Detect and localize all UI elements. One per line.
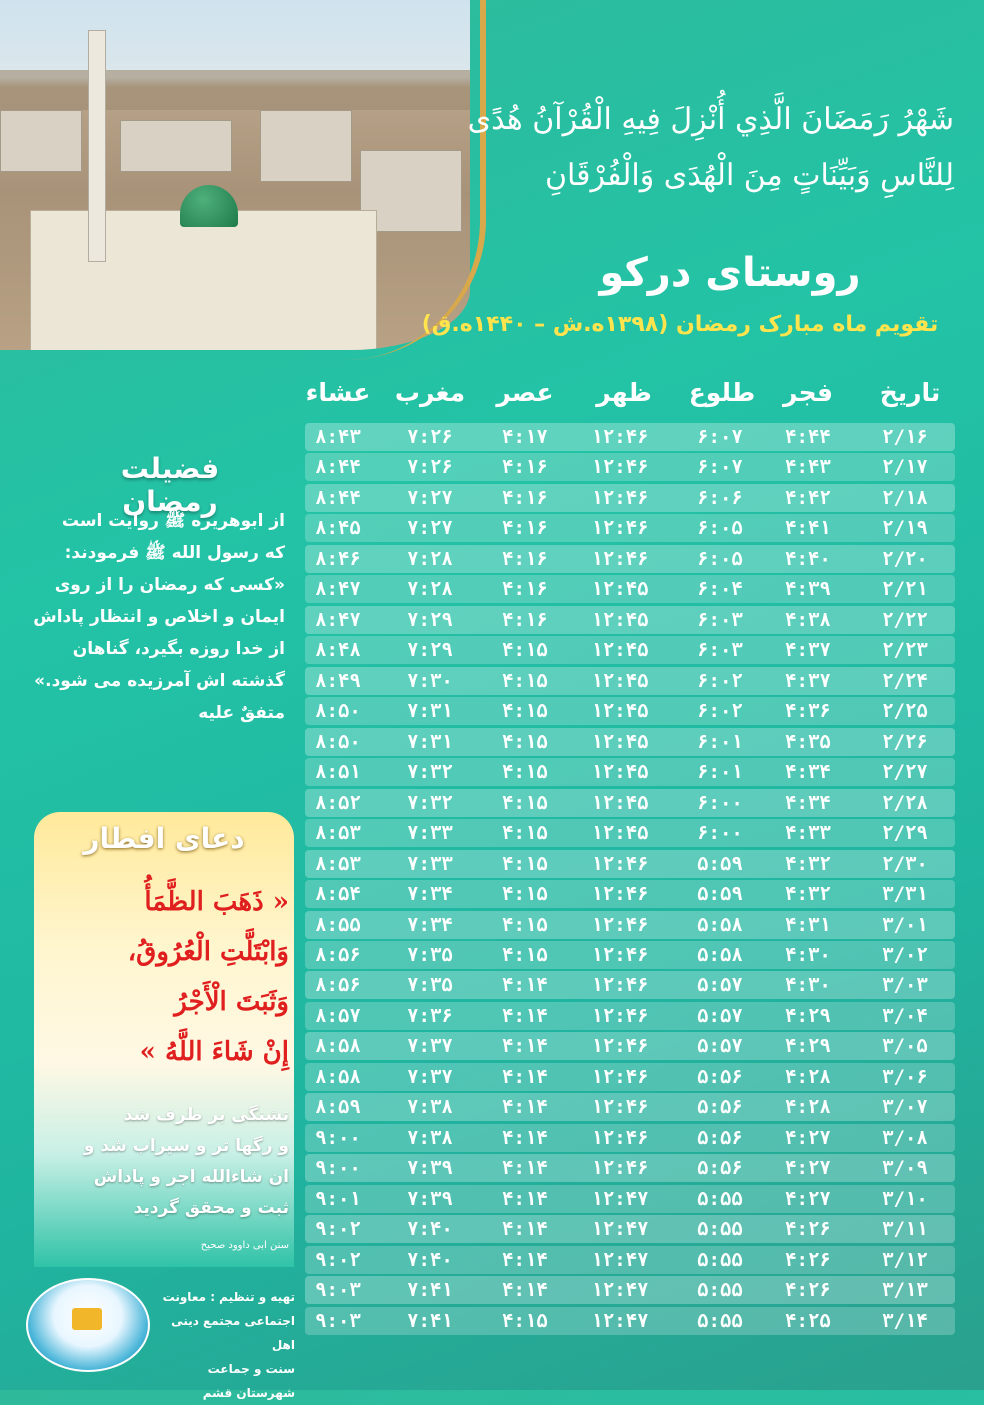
cell-maghrib: ۷:۴۰ (407, 1248, 453, 1271)
cell-sunrise: ۶:۰۲ (697, 700, 743, 723)
photo-building (0, 110, 82, 172)
cell-maghrib: ۷:۳۹ (407, 1187, 453, 1210)
virtue-hadith (30, 505, 285, 729)
cell-maghrib: ۷:۴۰ (407, 1218, 453, 1241)
cell-isha: ۸:۴۷ (315, 578, 361, 601)
cell-asr: ۴:۱۵ (502, 883, 548, 906)
cell-isha: ۸:۵۶ (315, 943, 361, 966)
cell-asr: ۴:۱۴ (502, 1096, 548, 1119)
cell-dhuhr: ۱۲:۴۵ (591, 669, 649, 692)
dua-title: دعای افطار (83, 822, 245, 855)
cell-sunrise: ۵:۵۵ (697, 1248, 743, 1271)
cell-fajr: ۴:۲۸ (785, 1065, 831, 1088)
table-row (305, 697, 955, 725)
cell-fajr: ۴:۳۴ (785, 791, 831, 814)
cell-asr: ۴:۱۴ (502, 1004, 548, 1027)
cell-dhuhr: ۱۲:۴۶ (591, 1096, 649, 1119)
cell-isha: ۸:۵۶ (315, 974, 361, 997)
cell-isha: ۹:۰۲ (315, 1248, 361, 1271)
cell-sunrise: ۵:۵۷ (697, 1004, 743, 1027)
cell-dhuhr: ۱۲:۴۶ (591, 1157, 649, 1180)
table-row (305, 1002, 955, 1030)
cell-fajr: ۴:۲۶ (785, 1279, 831, 1302)
cell-sunrise: ۵:۵۶ (697, 1096, 743, 1119)
cell-date: ۲/۱۷ (882, 456, 928, 479)
cell-asr: ۴:۱۶ (502, 547, 548, 570)
cell-fajr: ۴:۳۰ (785, 943, 831, 966)
dua-translation-line: و رگها تر و سیراب شد و (83, 1136, 289, 1156)
cell-fajr: ۴:۴۰ (785, 547, 831, 570)
virtue-line: که رسول الله ﷺ فرمودند: (64, 543, 285, 563)
cell-fajr: ۴:۳۲ (785, 852, 831, 875)
photo-minaret (88, 30, 106, 262)
table-row (305, 1093, 955, 1121)
cell-date: ۳/۰۵ (882, 1035, 928, 1058)
cell-maghrib: ۷:۳۰ (407, 669, 453, 692)
virtue-line: «کسی که رمضان را از روی (54, 575, 285, 595)
cell-date: ۲/۲۳ (882, 639, 928, 662)
cell-maghrib: ۷:۳۳ (407, 852, 453, 875)
cell-maghrib: ۷:۲۹ (407, 639, 453, 662)
cell-maghrib: ۷:۳۵ (407, 943, 453, 966)
cell-sunrise: ۶:۰۰ (697, 791, 743, 814)
cell-isha: ۸:۴۴ (315, 456, 361, 479)
cell-asr: ۴:۱۶ (502, 608, 548, 631)
cell-maghrib: ۷:۳۱ (407, 730, 453, 753)
cell-sunrise: ۵:۵۵ (697, 1309, 743, 1332)
cell-date: ۲/۲۹ (882, 822, 928, 845)
cell-asr: ۴:۱۴ (502, 1126, 548, 1149)
cell-fajr: ۴:۲۷ (785, 1126, 831, 1149)
book-icon (72, 1308, 102, 1330)
cell-isha: ۸:۵۵ (315, 913, 361, 936)
cell-asr: ۴:۱۵ (502, 943, 548, 966)
cell-maghrib: ۷:۳۵ (407, 974, 453, 997)
table-row (305, 1124, 955, 1152)
cell-isha: ۸:۴۸ (315, 639, 361, 662)
cell-asr: ۴:۱۵ (502, 913, 548, 936)
cell-fajr: ۴:۴۴ (785, 426, 831, 448)
cell-maghrib: ۷:۴۱ (407, 1309, 453, 1332)
cell-date: ۲/۲۴ (882, 669, 928, 692)
cell-sunrise: ۶:۰۱ (697, 730, 743, 753)
prayer-times-table (305, 423, 955, 1337)
cell-maghrib: ۷:۳۷ (407, 1065, 453, 1088)
cell-maghrib: ۷:۳۲ (407, 791, 453, 814)
credits-line: اجتماعی مجتمع دینی اهل (171, 1314, 295, 1352)
table-row (305, 575, 955, 603)
dua-source: سنن ابی داوود صحیح (200, 1240, 289, 1251)
organization-logo (26, 1278, 150, 1372)
cell-dhuhr: ۱۲:۴۶ (591, 852, 649, 875)
dua-translation-line: ثبت و محقق گردید (133, 1198, 289, 1218)
header-sunrise: طلوع (688, 378, 756, 407)
cell-isha: ۸:۵۱ (315, 761, 361, 784)
cell-isha: ۸:۴۷ (315, 608, 361, 631)
cell-date: ۳/۱۰ (882, 1187, 928, 1210)
cell-fajr: ۴:۲۹ (785, 1004, 831, 1027)
photo-building (120, 120, 232, 172)
verse-line: شَهْرُ رَمَضَانَ الَّذِي أُنْزِلَ فِيهِ الْقُرْآنُ هُدًى (467, 102, 954, 137)
cell-isha: ۸:۵۰ (315, 730, 361, 753)
cell-isha: ۸:۴۶ (315, 547, 361, 570)
table-row (305, 453, 955, 481)
cell-dhuhr: ۱۲:۴۶ (591, 883, 649, 906)
cell-fajr: ۴:۳۳ (785, 822, 831, 845)
cell-dhuhr: ۱۲:۴۷ (591, 1279, 649, 1302)
table-row (305, 1246, 955, 1274)
cell-dhuhr: ۱۲:۴۶ (591, 456, 649, 479)
cell-date: ۲/۲۱ (882, 578, 928, 601)
virtue-line: ایمان و اخلاص و انتظار پاداش (33, 607, 285, 627)
cell-date: ۳/۰۱ (882, 913, 928, 936)
table-row (305, 1032, 955, 1060)
cell-date: ۳/۰۶ (882, 1065, 928, 1088)
cell-sunrise: ۵:۵۸ (697, 913, 743, 936)
cell-dhuhr: ۱۲:۴۵ (591, 608, 649, 631)
cell-isha: ۸:۵۳ (315, 822, 361, 845)
village-title: روستای درکو (599, 250, 861, 296)
table-row (305, 514, 955, 542)
cell-fajr: ۴:۳۹ (785, 578, 831, 601)
cell-maghrib: ۷:۳۲ (407, 761, 453, 784)
cell-asr: ۴:۱۴ (502, 1279, 548, 1302)
cell-dhuhr: ۱۲:۴۶ (591, 426, 649, 448)
table-row (305, 850, 955, 878)
cell-maghrib: ۷:۲۸ (407, 578, 453, 601)
header-isha: عشاء (305, 378, 371, 407)
table-row (305, 911, 955, 939)
cell-dhuhr: ۱۲:۴۵ (591, 639, 649, 662)
photo-building (260, 110, 352, 182)
cell-date: ۲/۲۵ (882, 700, 928, 723)
cell-dhuhr: ۱۲:۴۷ (591, 1248, 649, 1271)
cell-asr: ۴:۱۴ (502, 1065, 548, 1088)
dua-arabic-line: وَابْتَلَّتِ الْعُرُوقُ، (127, 937, 289, 967)
cell-date: ۲/۱۶ (882, 426, 928, 448)
cell-isha: ۸:۵۷ (315, 1004, 361, 1027)
cell-dhuhr: ۱۲:۴۶ (591, 943, 649, 966)
cell-sunrise: ۶:۰۷ (697, 456, 743, 479)
cell-sunrise: ۶:۰۳ (697, 608, 743, 631)
cell-sunrise: ۶:۰۱ (697, 761, 743, 784)
cell-sunrise: ۵:۵۵ (697, 1218, 743, 1241)
table-row (305, 484, 955, 512)
photo-hills (0, 70, 470, 110)
cell-asr: ۴:۱۶ (502, 486, 548, 509)
cell-sunrise: ۶:۰۰ (697, 822, 743, 845)
cell-asr: ۴:۱۵ (502, 852, 548, 875)
cell-sunrise: ۶:۰۶ (697, 486, 743, 509)
table-row (305, 728, 955, 756)
cell-maghrib: ۷:۳۷ (407, 1035, 453, 1058)
table-row (305, 1307, 955, 1335)
cell-dhuhr: ۱۲:۴۵ (591, 791, 649, 814)
cell-isha: ۹:۰۰ (315, 1157, 361, 1180)
cell-asr: ۴:۱۵ (502, 669, 548, 692)
cell-asr: ۴:۱۵ (502, 730, 548, 753)
photo-dome (180, 185, 238, 227)
cell-fajr: ۴:۲۶ (785, 1248, 831, 1271)
cell-sunrise: ۵:۵۵ (697, 1187, 743, 1210)
cell-date: ۲/۱۸ (882, 486, 928, 509)
cell-dhuhr: ۱۲:۴۶ (591, 486, 649, 509)
cell-sunrise: ۶:۰۲ (697, 669, 743, 692)
cell-maghrib: ۷:۲۶ (407, 426, 453, 448)
cell-fajr: ۴:۴۳ (785, 456, 831, 479)
cell-sunrise: ۵:۵۶ (697, 1065, 743, 1088)
cell-date: ۳/۰۳ (882, 974, 928, 997)
cell-maghrib: ۷:۳۸ (407, 1126, 453, 1149)
cell-asr: ۴:۱۵ (502, 791, 548, 814)
cell-date: ۲/۲۲ (882, 608, 928, 631)
cell-isha: ۹:۰۰ (315, 1126, 361, 1149)
cell-date: ۳/۰۸ (882, 1126, 928, 1149)
cell-asr: ۴:۱۴ (502, 1157, 548, 1180)
cell-date: ۲/۲۸ (882, 791, 928, 814)
cell-date: ۲/۲۰ (882, 547, 928, 570)
cell-date: ۲/۱۹ (882, 517, 928, 540)
cell-maghrib: ۷:۴۱ (407, 1279, 453, 1302)
table-row (305, 941, 955, 969)
cell-fajr: ۴:۲۸ (785, 1096, 831, 1119)
cell-fajr: ۴:۳۰ (785, 974, 831, 997)
cell-isha: ۸:۴۳ (315, 426, 361, 448)
cell-asr: ۴:۱۵ (502, 639, 548, 662)
cell-date: ۳/۰۷ (882, 1096, 928, 1119)
cell-sunrise: ۶:۰۵ (697, 517, 743, 540)
cell-isha: ۹:۰۱ (315, 1187, 361, 1210)
cell-sunrise: ۶:۰۴ (697, 578, 743, 601)
verse-line: لِلنَّاسِ وَبَيِّنَاتٍ مِنَ الْهُدَى وَالْفُرْقَانِ (545, 158, 954, 193)
cell-date: ۳/۰۲ (882, 943, 928, 966)
credits (150, 1285, 295, 1405)
cell-maghrib: ۷:۲۷ (407, 486, 453, 509)
photo-mosque (30, 210, 377, 350)
header-date: تاریخ (879, 378, 941, 407)
table-row (305, 1154, 955, 1182)
cell-date: ۳/۰۴ (882, 1004, 928, 1027)
cell-isha: ۸:۵۸ (315, 1065, 361, 1088)
cell-dhuhr: ۱۲:۴۶ (591, 1065, 649, 1088)
cell-maghrib: ۷:۳۸ (407, 1096, 453, 1119)
cell-asr: ۴:۱۵ (502, 761, 548, 784)
cell-maghrib: ۷:۳۴ (407, 913, 453, 936)
dua-arabic (44, 877, 289, 1077)
cell-maghrib: ۷:۳۳ (407, 822, 453, 845)
cell-fajr: ۴:۳۲ (785, 883, 831, 906)
cell-dhuhr: ۱۲:۴۶ (591, 1004, 649, 1027)
cell-dhuhr: ۱۲:۴۵ (591, 730, 649, 753)
cell-dhuhr: ۱۲:۴۶ (591, 1035, 649, 1058)
virtue-line: متفقٌ علیه (198, 703, 285, 723)
cell-dhuhr: ۱۲:۴۶ (591, 1126, 649, 1149)
virtue-line: گذشته اش آمرزیده می شود.» (34, 671, 285, 691)
cell-dhuhr: ۱۲:۴۶ (591, 517, 649, 540)
table-row (305, 1063, 955, 1091)
table-row (305, 423, 955, 451)
cell-fajr: ۴:۳۵ (785, 730, 831, 753)
cell-dhuhr: ۱۲:۴۷ (591, 1218, 649, 1241)
cell-date: ۲/۲۷ (882, 761, 928, 784)
table-row (305, 971, 955, 999)
cell-isha: ۸:۴۹ (315, 669, 361, 692)
virtue-line: از ابوهریره ﷺ روایت است (61, 511, 285, 531)
cell-sunrise: ۵:۵۹ (697, 883, 743, 906)
cell-asr: ۴:۱۴ (502, 1035, 548, 1058)
cell-maghrib: ۷:۲۶ (407, 456, 453, 479)
cell-isha: ۹:۰۳ (315, 1309, 361, 1332)
dua-arabic-line: وَثَبَتَ الْأَجْرُ (174, 987, 289, 1017)
cell-dhuhr: ۱۲:۴۶ (591, 547, 649, 570)
cell-isha: ۹:۰۳ (315, 1279, 361, 1302)
header-maghrib: مغرب (394, 378, 466, 407)
cell-dhuhr: ۱۲:۴۶ (591, 913, 649, 936)
cell-isha: ۸:۵۸ (315, 1035, 361, 1058)
cell-maghrib: ۷:۲۷ (407, 517, 453, 540)
cell-isha: ۸:۵۰ (315, 700, 361, 723)
header-dhuhr: ظهر (596, 378, 652, 407)
cell-dhuhr: ۱۲:۴۵ (591, 700, 649, 723)
dua-translation-line: تشنگی بر طرف شد (123, 1105, 289, 1125)
cell-sunrise: ۶:۰۳ (697, 639, 743, 662)
table-row (305, 789, 955, 817)
cell-dhuhr: ۱۲:۴۵ (591, 822, 649, 845)
cell-isha: ۸:۴۴ (315, 486, 361, 509)
cell-fajr: ۴:۲۹ (785, 1035, 831, 1058)
cell-isha: ۸:۵۹ (315, 1096, 361, 1119)
iftar-dua-panel (34, 812, 294, 1267)
cell-maghrib: ۷:۲۸ (407, 547, 453, 570)
cell-maghrib: ۷:۳۱ (407, 700, 453, 723)
cell-asr: ۴:۱۶ (502, 517, 548, 540)
cell-maghrib: ۷:۳۶ (407, 1004, 453, 1027)
cell-asr: ۴:۱۴ (502, 1187, 548, 1210)
cell-asr: ۴:۱۵ (502, 822, 548, 845)
dua-arabic-line: إِنْ شَاءَ اللَّهُ » (139, 1037, 289, 1067)
cell-dhuhr: ۱۲:۴۶ (591, 974, 649, 997)
cell-isha: ۸:۵۴ (315, 883, 361, 906)
cell-maghrib: ۷:۳۴ (407, 883, 453, 906)
cell-asr: ۴:۱۵ (502, 700, 548, 723)
table-row (305, 667, 955, 695)
cell-asr: ۴:۱۷ (502, 426, 548, 448)
cell-date: ۳/۰۹ (882, 1157, 928, 1180)
cell-sunrise: ۵:۵۵ (697, 1279, 743, 1302)
cell-fajr: ۴:۳۶ (785, 700, 831, 723)
cell-date: ۲/۳۰ (882, 852, 928, 875)
cell-dhuhr: ۱۲:۴۷ (591, 1309, 649, 1332)
cell-sunrise: ۵:۵۶ (697, 1157, 743, 1180)
cell-asr: ۴:۱۴ (502, 1218, 548, 1241)
cell-fajr: ۴:۳۱ (785, 913, 831, 936)
cell-sunrise: ۵:۵۹ (697, 852, 743, 875)
cell-asr: ۴:۱۶ (502, 456, 548, 479)
cell-fajr: ۴:۳۷ (785, 669, 831, 692)
table-row (305, 819, 955, 847)
cell-asr: ۴:۱۴ (502, 1248, 548, 1271)
cell-isha: ۸:۵۳ (315, 852, 361, 875)
cell-isha: ۹:۰۲ (315, 1218, 361, 1241)
cell-maghrib: ۷:۲۹ (407, 608, 453, 631)
calendar-subtitle: تقویم ماه مبارک رمضان (۱۳۹۸ه.ش – ۱۴۴۰ه.ق) (421, 312, 939, 337)
cell-sunrise: ۶:۰۷ (697, 426, 743, 448)
dua-translation (44, 1100, 289, 1224)
cell-fajr: ۴:۳۷ (785, 639, 831, 662)
cell-dhuhr: ۱۲:۴۷ (591, 1187, 649, 1210)
credits-line: تهیه و تنظیم : معاونت (162, 1290, 295, 1304)
credits-line: سنت و جماعت شهرستان قشم (202, 1362, 295, 1400)
cell-date: ۳/۱۱ (882, 1218, 928, 1241)
table-row (305, 1185, 955, 1213)
cell-isha: ۸:۴۵ (315, 517, 361, 540)
dua-translation-line: ان شاءالله اجر و پاداش (93, 1167, 289, 1187)
table-row (305, 1215, 955, 1243)
cell-dhuhr: ۱۲:۴۵ (591, 761, 649, 784)
table-row (305, 545, 955, 573)
cell-isha: ۸:۵۲ (315, 791, 361, 814)
cell-sunrise: ۵:۵۷ (697, 974, 743, 997)
table-row (305, 636, 955, 664)
village-mosque-photo (0, 0, 470, 350)
cell-sunrise: ۵:۵۶ (697, 1126, 743, 1149)
table-row (305, 1276, 955, 1304)
cell-fajr: ۴:۳۴ (785, 761, 831, 784)
table-row (305, 606, 955, 634)
cell-dhuhr: ۱۲:۴۵ (591, 578, 649, 601)
cell-date: ۳/۱۴ (882, 1309, 928, 1332)
cell-asr: ۴:۱۶ (502, 578, 548, 601)
cell-sunrise: ۵:۵۷ (697, 1035, 743, 1058)
virtue-title: فضیلت رمضان (120, 452, 220, 518)
cell-date: ۳/۳۱ (882, 883, 928, 906)
cell-asr: ۴:۱۴ (502, 974, 548, 997)
header-fajr: فجر (783, 378, 833, 407)
cell-fajr: ۴:۲۷ (785, 1157, 831, 1180)
header-asr: عصر (496, 378, 554, 407)
virtue-line: از خدا روزه بگیرد، گناهان (72, 639, 285, 659)
cell-fajr: ۴:۲۶ (785, 1218, 831, 1241)
table-row (305, 758, 955, 786)
cell-date: ۳/۱۲ (882, 1248, 928, 1271)
cell-fajr: ۴:۳۸ (785, 608, 831, 631)
cell-fajr: ۴:۲۵ (785, 1309, 831, 1332)
table-row (305, 880, 955, 908)
cell-sunrise: ۶:۰۵ (697, 547, 743, 570)
cell-fajr: ۴:۴۱ (785, 517, 831, 540)
cell-sunrise: ۵:۵۸ (697, 943, 743, 966)
cell-fajr: ۴:۲۷ (785, 1187, 831, 1210)
cell-date: ۲/۲۶ (882, 730, 928, 753)
dua-arabic-line: « ذَهَبَ الظَّمَأُ (144, 887, 289, 917)
cell-fajr: ۴:۴۲ (785, 486, 831, 509)
cell-maghrib: ۷:۳۹ (407, 1157, 453, 1180)
quran-verse (414, 92, 954, 204)
cell-date: ۳/۱۳ (882, 1279, 928, 1302)
cell-asr: ۴:۱۵ (502, 1309, 548, 1332)
